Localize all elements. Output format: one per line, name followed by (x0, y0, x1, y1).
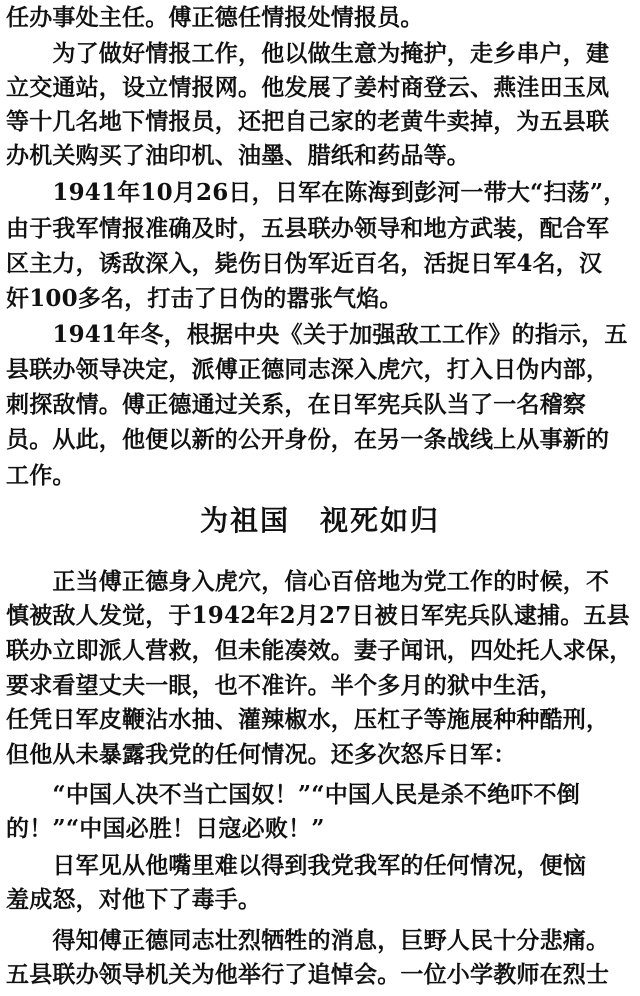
text-line: 1941年10月26日，日军在陈海到彭河一带大“扫荡”， (6, 179, 627, 206)
text-line: 1941年冬，根据中央《关于加强敌工工作》的指示，五 (6, 321, 628, 348)
text-line: 奸100多名，打击了日伪的嚣张气焰。 (6, 285, 403, 312)
text-line: 的！”“中国必胜！日寇必败！” (6, 815, 325, 842)
text-line: 办机关购买了油印机、油墨、腊纸和药品等。 (6, 142, 470, 169)
text-line: 正当傅正德身入虎穴，信心百倍地为党工作的时候，不 (6, 568, 610, 595)
text-line: 联办立即派人营救，但未能凑效。妻子闻讯，四处托人求保， (6, 637, 633, 664)
text-line: 五县联办领导机关为他举行了追悼会。一位小学教师在烈士 (6, 961, 610, 988)
text-line: 工作。 (6, 462, 76, 489)
text-line: 任办事处主任。傅正德任情报处情报员。 (6, 4, 424, 31)
text-line: “中国人决不当亡国奴！”“中国人民是杀不绝吓不倒 (6, 781, 580, 808)
text-line: 等十几名地下情报员，还把自己家的老黄牛卖掉，为五县联 (6, 108, 610, 135)
text-line: 为了做好情报工作，他以做生意为掩护，走乡串户，建 (6, 40, 610, 67)
text-line: 由于我军情报准确及时，五县联办领导和地方武装，配合军 (6, 215, 610, 242)
text-line: 县联办领导决定，派傅正德同志深入虎穴，打入日伪内部， (6, 356, 610, 383)
text-line: 要求看望丈夫一眼，也不准许。半个多月的狱中生活， (6, 672, 563, 699)
text-line: 慎被敌人发觉，于1942年2月27日被日军宪兵队逮捕。五县 (6, 602, 630, 629)
text-line: 区主力，诱敌深入，毙伤日伪军近百名，活捉日军4名，汉 (6, 250, 603, 277)
text-line: 羞成怒，对他下了毒手。 (6, 886, 262, 913)
text-line: 任凭日军皮鞭沾水抽、灌辣椒水，压杠子等施展种种酷刑， (6, 706, 610, 733)
text-line: 员。从此，他便以新的公开身份，在另一条战线上从事新的 (6, 426, 610, 453)
text-line: 刺探敌情。傅正德通过关系，在日军宪兵队当了一名稽察 (6, 391, 586, 418)
text-line: 得知傅正德同志壮烈牺牲的消息，巨野人民十分悲痛。 (6, 927, 610, 954)
text-line: 立交通站，设立情报网。他发展了姜村商登云、燕洼田玉凤 (6, 74, 610, 101)
section-heading: 为祖国 视死如归 (199, 504, 440, 537)
text-line: 日军见从他嘴里难以得到我党我军的任何情况，便恼 (6, 852, 586, 879)
text-line: 但他从未暴露我党的任何情况。还多次怒斥日军： (6, 741, 517, 768)
